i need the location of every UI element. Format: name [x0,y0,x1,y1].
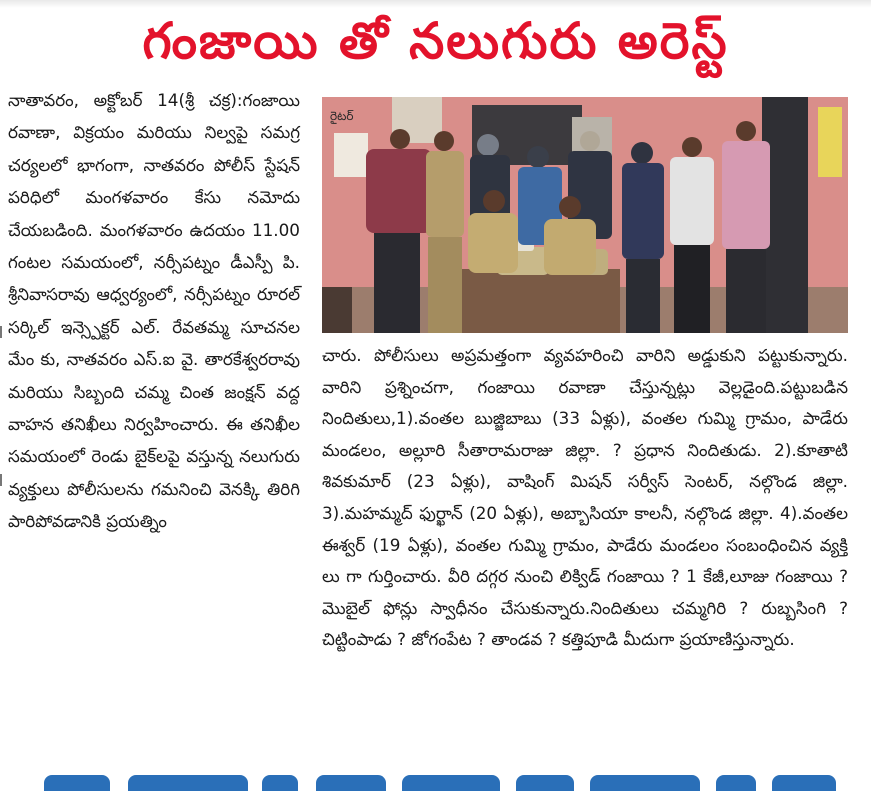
news-photo [322,97,848,333]
next-article-headline-cutoff [0,772,871,791]
article-column-right [322,340,848,760]
scan-margin-mark [0,326,8,338]
article-headline: గంజాయి తో నలుగురు అరెస్ట్ [142,12,729,70]
photo-wall-sign: రైటర్ [330,109,354,123]
scan-margin-mark [0,474,8,486]
left-column-text: నాతావరం, అక్టోబర్ 14(శ్రీ చక్ర):గంజాయి రవాణా, విక్రయం మరియు నిల్వపై సమగ్ర చర్యలలో భాగంగా, నాతవరం పోలీస్ స్టేషన్ పరిధిలో మంగళవారం కేసు నమోదు చేయబడింది. మంగళవారం ఉదయం 11.00 గంటల సమయంలో, నర్సీపట్నం డీఎస్పీ పి. శ్రీనివాసరావు ఆధ్వర్యంలో, నర్సీపట్నం రూరల్ సర్కిల్ ఇన్స్పెక్టర్ ఎల్. రేవతమ్మ సూచనల మేం కు, నాతవరం ఎస్.ఐ వై. తారకేశ్వరరావు మరియు సిబ్బంది చమ్మ చింత జంక్షన్ వద్ద వాహన తనిఖీలు నిర్వహించారు. ఈ తనిఖీల సమయంలో రెండు బైక్‌లపై వస్తున్న నలుగురు వ్యక్తులు పోలీసులను గమనించి వెనక్కి తిరిగి పారిపోవడానికి ప్రయత్నిం [8,90,300,532]
right-column-text: చారు. పోలీసులు అప్రమత్తంగా వ్యవహరించి వారిని అడ్డుకుని పట్టుకున్నారు. వారిని ప్రశ్నించగా, గంజాయి రవాణా చేస్తున్నట్లు వెల్లడైంది.పట్టుబడిన నిందితులు,1).వంతల బుజ్జిబాబు (33 ఏళ్లు), వంతల గుమ్మి గ్రామం, పాడేరు మండలం, అల్లూరి సీతారామరాజు జిల్లా. ? ప్రధాన నిందితుడు. 2).కూతాటి శివకుమార్ (23 ఏళ్లు), వాషింగ్ మిషన్ సర్వీస్ సెంటర్, నల్గొండ జిల్లా. 3).మహమ్మద్ ఫుర్ఖాన్ (20 ఏళ్లు), అబ్బాసియా కాలనీ, నల్గొండ జిల్లా. 4).వంతల ఈశ్వర్ (19 ఏళ్లు), వంతల గుమ్మి గ్రామం, పాడేరు మండలం సంబంధించిన వ్యక్తి లు గా గుర్తించారు. వీరి దగ్గర నుంచి లిక్విడ్ గంజాయి ? 1 కేజీ,లూజు గంజాయి ? మొబైల్ ఫోన్లు స్వాధీనం చేసుకున్నారు.నిందితులు చమ్మగిరి ? రుబ్బసింగి ? చిట్టింపాడు ? జోగంపేట ? తాండవ ? కత్తిపూడి మీదుగా ప్రయాణిస్తున్నారు. [322,345,848,650]
article-column-left [8,84,300,754]
